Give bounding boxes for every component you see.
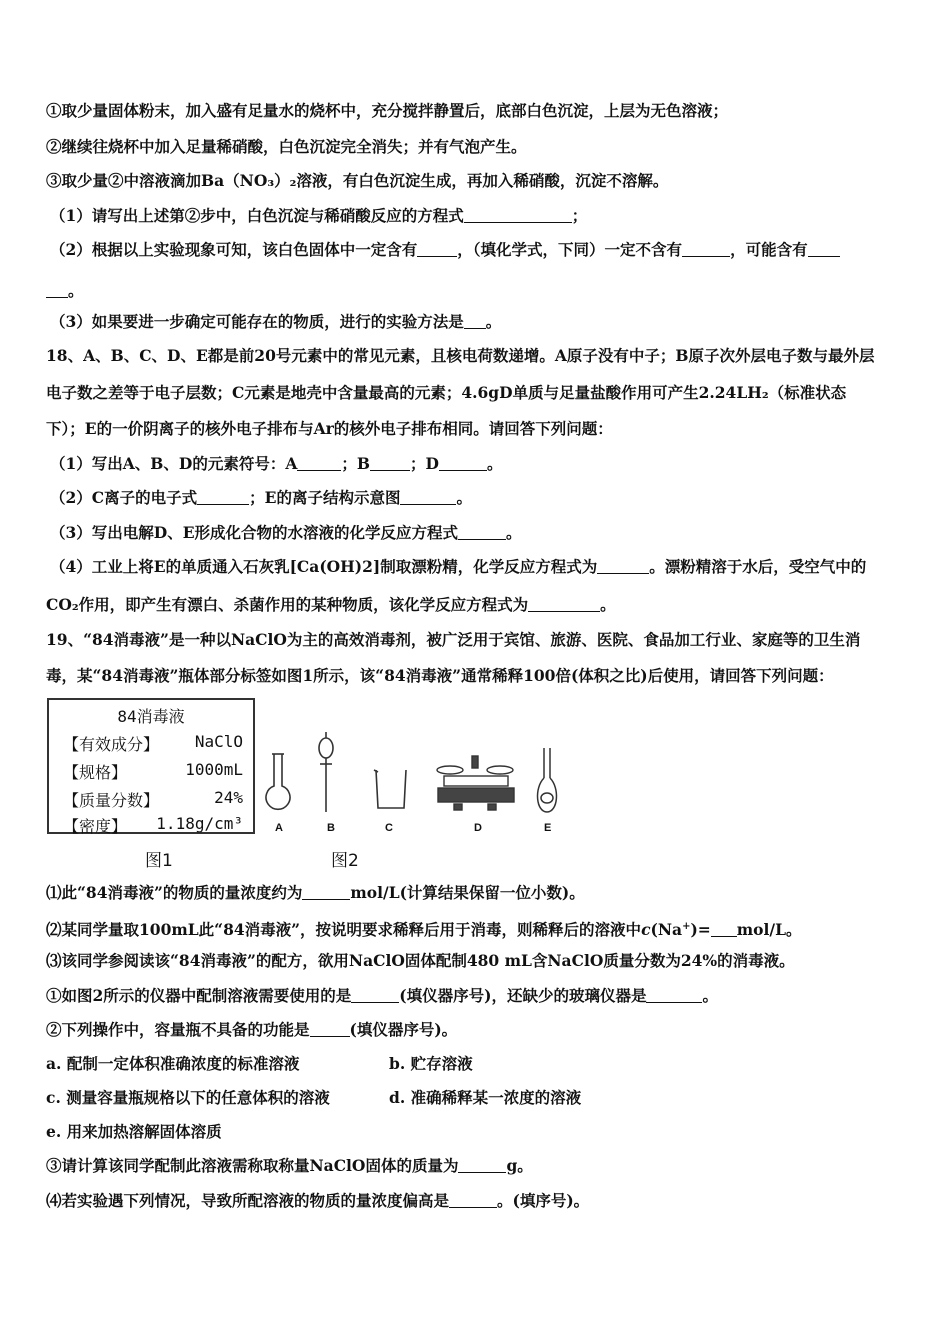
- q19-part3-1: ①如图2所示的仪器中配制溶液需要使用的是 (填仪器序号)，还缺少的玻璃仪器是 。: [46, 986, 718, 1005]
- q18-stem-3: 下）；E的一价阴离子的核外电子排布与Ar的核外电子排布相同。请回答下列问题：: [46, 419, 613, 438]
- q17-part2-cont: 。: [46, 281, 84, 301]
- q18-part4-cont: CO₂作用，即产生有漂白、杀菌作用的某种物质，该化学反应方程式为 。: [46, 595, 616, 614]
- q17-step2: ②继续往烧杯中加入足量稀硝酸，白色沉淀完全消失；并有气泡产生。: [46, 137, 527, 156]
- balance-icon: [437, 756, 514, 810]
- q19-part2: ⑵某同学量取100mL此“84消毒液”，按说明要求稀释后用于消毒，则稀释后的溶液中c(Na+)= mol/L。: [46, 920, 802, 939]
- q18-stem-1: 18、A、B、C、D、E都是前20号元素中的常见元素，且核电荷数递增。A原子没有中子；B原子次外层电子数与最外层: [46, 346, 875, 365]
- q17-part2: （2）根据以上实验现象可知，该白色固体中一定含有 ，（填化学式，下同）一定不含有 ，可能含有: [50, 240, 840, 260]
- label-row: 【有效成分】 NaClO: [63, 732, 243, 754]
- beaker-icon: [374, 770, 406, 808]
- label-row: 【密度】 1.18g/cm³: [63, 814, 243, 836]
- q17-part1: （1）请写出上述第②步中，白色沉淀与稀硝酸反应的方程式 ；: [50, 206, 588, 225]
- q19-stem-1: 19、“84消毒液”是一种以NaClO为主的高效消毒剂，被广泛用于宾馆、旅游、医院、食品加工行业、家庭等的卫生消: [46, 630, 861, 649]
- q19-part4: ⑷若实验遇下列情况，导致所配溶液的物质的量浓度偏高是 。(填序号)。: [46, 1191, 590, 1210]
- figure1-caption: 图1: [145, 851, 173, 871]
- label-title: 84消毒液: [117, 707, 185, 726]
- option-c: c. 测量容量瓶规格以下的任意体积的溶液: [46, 1088, 330, 1107]
- label-row: 【质量分数】 24%: [63, 788, 243, 810]
- option-e: e. 用来加热溶解固体溶质: [46, 1122, 222, 1141]
- bottle-label: [47, 698, 255, 834]
- q17-part3: （3）如果要进一步确定可能存在的物质，进行的实验方法是 。: [50, 312, 502, 331]
- instrument-label-d: D: [474, 822, 482, 834]
- figure2-caption: 图2: [331, 851, 359, 871]
- q17-step3: ③取少量②中溶液滴加Ba（NO₃）₂溶液，有白色沉淀生成，再加入稀硝酸，沉淀不溶解。: [46, 171, 669, 190]
- q18-part3: （3）写出电解D、E形成化合物的水溶液的化学反应方程式 。: [50, 523, 522, 542]
- q18-part2: （2）C离子的电子式 ；E的离子结构示意图 。: [50, 488, 472, 507]
- q19-part3-3: ③请计算该同学配制此溶液需称取称量NaClO固体的质量为 g。: [46, 1156, 533, 1175]
- separatory-funnel-icon: [319, 732, 333, 812]
- q19-part3: ⑶该同学参阅读该“84消毒液”的配方，欲用NaClO固体配制480 mL含NaClO质量分数为24%的消毒液。: [46, 951, 795, 970]
- instrument-label-c: C: [385, 822, 393, 834]
- option-b: b. 贮存溶液: [389, 1054, 473, 1073]
- instrument-figure: [258, 728, 568, 828]
- option-d: d. 准确稀释某一浓度的溶液: [389, 1088, 582, 1107]
- label-row: 【规格】 1000mL: [63, 760, 243, 782]
- q18-part4: （4）工业上将E的单质通入石灰乳[Ca(OH)2]制取漂粉精，化学反应方程式为 。漂粉精溶于水后，受空气中的: [50, 557, 867, 576]
- instrument-label-a: A: [275, 822, 283, 834]
- volumetric-flask-e-icon: [538, 748, 557, 812]
- q18-stem-2: 电子数之差等于电子层数；C元素是地壳中含量最高的元素；4.6gD单质与足量盐酸作用可产生2.24LH₂（标准状态: [46, 383, 847, 402]
- q19-part3-2: ②下列操作中，容量瓶不具备的功能是 (填仪器序号)。: [46, 1020, 458, 1039]
- q18-part1: （1）写出A、B、D的元素符号：A ；B ；D 。: [50, 454, 503, 473]
- q19-stem-2: 毒，某“84消毒液”瓶体部分标签如图1所示，该“84消毒液”通常稀释100倍(体积之比)后使用，请回答下列问题：: [46, 666, 834, 685]
- volumetric-flask-icon: [266, 754, 290, 809]
- instrument-label-b: B: [327, 822, 335, 834]
- instrument-label-e: E: [544, 822, 552, 834]
- option-a: a. 配制一定体积准确浓度的标准溶液: [46, 1054, 300, 1073]
- q19-part1: ⑴此“84消毒液”的物质的量浓度约为 mol/L(计算结果保留一位小数)。: [46, 883, 585, 902]
- q17-step1: ①取少量固体粉末，加入盛有足量水的烧杯中，充分搅拌静置后，底部白色沉淀，上层为无色溶液；: [46, 101, 729, 120]
